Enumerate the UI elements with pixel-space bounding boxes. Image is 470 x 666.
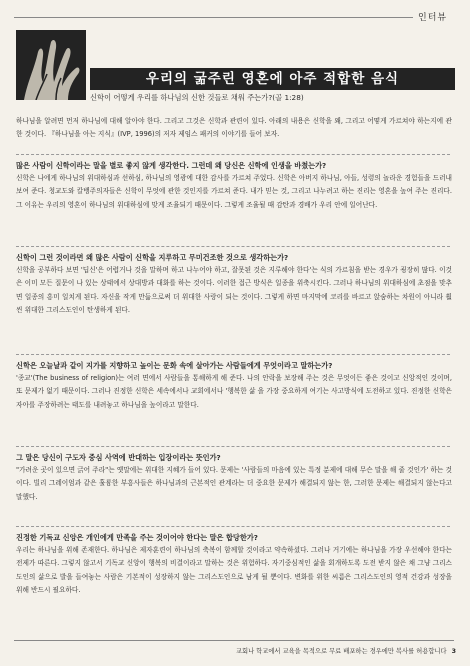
page-title: 우리의 굶주린 영혼에 아주 적합한 음식 [90, 68, 455, 90]
header-rule [14, 17, 413, 18]
qa-block [16, 446, 450, 463]
footer-rule [14, 640, 454, 641]
qa-block [16, 154, 450, 171]
question-heading: 많은 사람이 신학이라는 말을 별로 좋지 않게 생각한다. 그런데 왜 당신은 신학에 인생을 바쳤는가? [16, 161, 327, 170]
answer-paragraph: 신학은 나에게 하나님의 위대하심과 선하심, 하나님의 영광에 대한 감사를 가르쳐 주었다. 신학은 아버지 하나님, 아들, 성령의 놀라운 경험들을 드러내 보여 준다. 청교도와 칼뱅주의자들은 신학이 무엇에 관한 것인지를 가르쳐 준다. 내가 믿는 것, 그리고 나누려고 하는 진리는 영혼을 높여 주는 진리다. 그 이유는 우리의 영혼이 하나님의 위대하심에 맞게 조율되기 때문이다. 그렇게 조율될 때 감탄과 경배가 우리 안에 일어난다. [16, 174, 452, 209]
praying-hands-icon [16, 30, 86, 100]
question-heading: 그 말은 당신이 구도자 중심 사역에 반대하는 입장이라는 뜻인가? [16, 453, 221, 462]
page-subtitle: 신학이 어떻게 우리를 하나님의 신한 것들로 채워 주는가?(골 1:28) [90, 93, 304, 102]
qa-block [16, 526, 450, 543]
qa-block [16, 246, 450, 263]
question-heading: 신학이 그런 것이라면 왜 많은 사람이 신학을 지루하고 무미건조한 것으로 생각하는가? [16, 253, 289, 262]
page-number: 3 [451, 648, 456, 655]
footer [236, 646, 456, 655]
question-heading: 신학은 오늘날과 같이 지가를 지향하고 높이는 문화 속에 살아가는 사람들에게 무엇이라고 말하는가? [16, 361, 333, 370]
answer-paragraph: "가려운 곳이 있으면 긁어 주라"는 옛말에는 위대한 지혜가 들어 있다. 문제는 '사람들의 마음에 있는 특정 분제에 대해 무슨 말을 해 줄 것인가' 하는 것이다. 빌리 그레이엄과 같은 훌륭한 부흥사들은 하나님과의 근본적인 관계라는 더 중요한 문제가 해결되지 않는 한, 그러한 문제는 해결되지 않는다고 말했다. [16, 466, 452, 501]
footer-note: 교회나 학교에서 교육을 목적으로 무료 배포하는 경우에만 복사를 허용합니다 [235, 648, 447, 655]
answer-paragraph: 우리는 하나님을 위해 존재한다. 하나님은 제자훈련이 하나님의 축복이 함께할 것이라고 약속하셨다. 그러나 거기에는 하나님을 가장 우선해야 한다는 전제가 따른다. 그렇지 않고서 기독교 신앙이 행복의 비결이라고 말하는 것은 위험하다. 자기중심적인 삶을 회개하도록 도전 받지 않은 채 그냥 그리스도인의 삶으로 발을 들여놓는 사람은 기본적이 성장하지 않는 그리스도인으로 남게 될 뿐이다. 변화를 위한 씨름은 그리스도인의 영적 건강과 성장을 위해 반드시 필요하다. [16, 546, 452, 595]
question-heading: 진정한 기독교 신앙은 개인에게 만족을 주는 것이어야 한다는 말은 합당한가? [16, 533, 258, 542]
qa-block [16, 354, 450, 371]
answer-paragraph: '종교'(The business of religion)는 여러 면에서 사람들을 통해하게 해 준다. 나의 안락을 보장해 주는 것은 무엇이든 좋은 것이고 신앙적인 것이며, 또 문제가 없기 때문이다. 그러나 진정한 신학은 세속에서나 교회에서나 '행복한 삶 을 가장 중요하게 여기는 사고방식에 도전하고 있다. 진정한 신학은 자아를 주장하려는 태도를 내려놓고 하나님을 높이라고 말한다. [16, 374, 452, 409]
intro-paragraph: 하나님을 알려면 먼저 하나님에 대해 알아야 한다. 그리고 그것은 신학과 관련이 있다. 아래의 내용은 신학을 왜, 그리고 어떻게 가르쳐야 하는지에 관한 것이다. 『하나님을 아는 지식』(IVP, 1996)의 저자 제임스 패커의 이야기를 들어 보자. [16, 117, 452, 139]
section-label: 인터뷰 [418, 13, 448, 23]
answer-paragraph: 신학을 공부하다 보면 '딥신'은 어렵거나 것을 말하며 하고 나누어야 하고, 잘못된 것은 지루해야 한다'는 식의 가르침을 받는 경우가 굉장히 많다. 이것은 이미 모든 질문이 나 있는 상태에서 상대방과 대화를 하는 것이다. 이러한 접근 방식은 일종을 위축시킨다. 그러나 하나님의 위대하심에 초점을 맞추면 일종의 흥미 일치게 된다. 자신을 작게 만듦으로써 더 위대한 사랑이 되는 것이다. 그렇게 하면 마지막에 코리를 바르고 앉숨하는 차원이 아니라 훨씬 위대한 그리스도인이 탄생하게 된다. [16, 266, 452, 315]
hero-hands-image [16, 30, 86, 100]
